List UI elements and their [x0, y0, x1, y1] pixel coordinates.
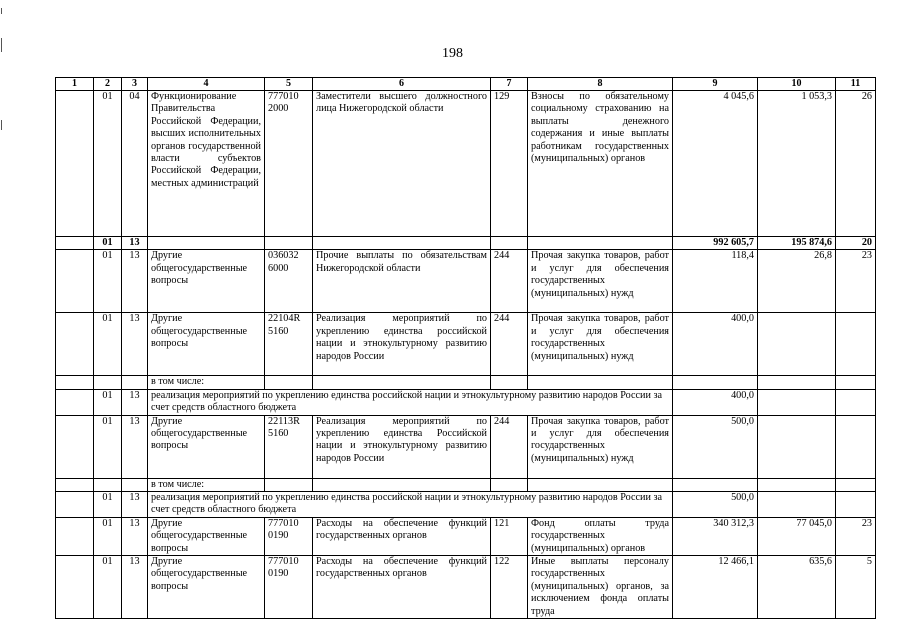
table-header-row [56, 78, 876, 91]
subtotal-row [56, 237, 876, 250]
table-row [56, 250, 876, 313]
column-header: 1 [56, 78, 94, 91]
target-article-code: 22104R 5160 [265, 313, 313, 376]
column-header: 7 [491, 78, 528, 91]
amount-plan: 4 045,6 [673, 91, 758, 237]
amount-plan: 12 466,1 [673, 556, 758, 619]
table-row [56, 91, 876, 237]
target-article-name: Прочие выплаты по обязательствам Нижегородской области [313, 250, 491, 313]
table-row [56, 313, 876, 376]
percent-value [836, 415, 876, 478]
expense-type-name: Прочая закупка товаров, работ и услуг для обеспечения государственных (муниципальных) нужд [528, 313, 673, 376]
target-article-code: 777010 2000 [265, 91, 313, 237]
percent-value: 5 [836, 556, 876, 619]
expense-type-name: Прочая закупка товаров, работ и услуг для обеспечения государственных (муниципальных) нужд [528, 415, 673, 478]
target-article-name: Реализация мероприятий по укреплению единства российской нации и этнокультурному развитию народов России [313, 313, 491, 376]
section-code: 01 [94, 415, 122, 478]
subsection-code: 13 [122, 250, 148, 313]
amount-plan: 500,0 [673, 415, 758, 478]
amount-actual: 635,6 [758, 556, 836, 619]
detail-description: реализация мероприятий по укреплению единства российской нации и этнокультурному развитию народов России за счет средств областного бюджета [148, 389, 673, 415]
percent-value [836, 313, 876, 376]
section-code: 01 [94, 237, 122, 250]
scan-mark [1, 8, 2, 14]
column-header: 5 [265, 78, 313, 91]
column-header: 9 [673, 78, 758, 91]
column-header: 6 [313, 78, 491, 91]
detail-row [56, 492, 876, 518]
page-number: 198 [442, 46, 463, 61]
percent-value: 26 [836, 91, 876, 237]
subsection-code: 13 [122, 389, 148, 415]
expense-type-name: Взносы по обязательному социальному страхованию на выплаты денежного содержания и иные выплаты работникам государственных (муниципальных) органов [528, 91, 673, 237]
section-code: 01 [94, 91, 122, 237]
target-article-name: Реализация мероприятий по укреплению единства Российской нации и этнокультурному развитию народов России [313, 415, 491, 478]
subsection-code: 04 [122, 91, 148, 237]
scan-mark [1, 120, 2, 130]
target-article-code: 036032 6000 [265, 250, 313, 313]
section-name: Другие общегосударственные вопросы [148, 415, 265, 478]
expense-type-code: 129 [491, 91, 528, 237]
amount-actual: 1 053,3 [758, 91, 836, 237]
column-header: 8 [528, 78, 673, 91]
target-article-code: 22113R 5160 [265, 415, 313, 478]
expense-type-code: 244 [491, 313, 528, 376]
including-row [56, 478, 876, 491]
including-label: в том числе: [148, 478, 265, 491]
target-article-code: 777010 0190 [265, 556, 313, 619]
amount-actual: 195 874,6 [758, 237, 836, 250]
section-name: Другие общегосударственные вопросы [148, 556, 265, 619]
amount-plan: 992 605,7 [673, 237, 758, 250]
target-article-name: Расходы на обеспечение функций государственных органов [313, 517, 491, 555]
expense-type-code: 122 [491, 556, 528, 619]
expense-type-code: 244 [491, 250, 528, 313]
section-name: Функционирование Правительства Российской Федерации, высших исполнительных органов государственной власти субъектов Российской Федерации, местных администраций [148, 91, 265, 237]
table-row [56, 556, 876, 619]
table-row [56, 517, 876, 555]
section-code: 01 [94, 556, 122, 619]
column-header: 10 [758, 78, 836, 91]
expense-type-code: 244 [491, 415, 528, 478]
section-name: Другие общегосударственные вопросы [148, 517, 265, 555]
column-header: 4 [148, 78, 265, 91]
amount-plan: 118,4 [673, 250, 758, 313]
column-header: 2 [94, 78, 122, 91]
section-code: 01 [94, 492, 122, 518]
target-article-name: Заместители высшего должностного лица Нижегородской области [313, 91, 491, 237]
amount-actual: 26,8 [758, 250, 836, 313]
amount-plan: 500,0 [673, 492, 758, 518]
amount-plan: 400,0 [673, 389, 758, 415]
detail-row [56, 389, 876, 415]
amount-actual [758, 415, 836, 478]
section-name: Другие общегосударственные вопросы [148, 250, 265, 313]
percent-value: 20 [836, 237, 876, 250]
subsection-code: 13 [122, 237, 148, 250]
subsection-code: 13 [122, 517, 148, 555]
section-code: 01 [94, 313, 122, 376]
expense-type-name: Иные выплаты персоналу государственных (муниципальных) органов, за исключением фонда оплаты труда [528, 556, 673, 619]
subsection-code: 13 [122, 313, 148, 376]
section-code: 01 [94, 250, 122, 313]
amount-plan: 340 312,3 [673, 517, 758, 555]
column-header: 11 [836, 78, 876, 91]
section-code: 01 [94, 389, 122, 415]
expense-type-code: 121 [491, 517, 528, 555]
target-article-code: 777010 0190 [265, 517, 313, 555]
section-name: Другие общегосударственные вопросы [148, 313, 265, 376]
including-label: в том числе: [148, 376, 265, 389]
subsection-code: 13 [122, 556, 148, 619]
detail-description: реализация мероприятий по укреплению единства российской нации и этнокультурному развитию народов России за счет средств областного бюджета [148, 492, 673, 518]
expense-type-name: Прочая закупка товаров, работ и услуг для обеспечения государственных (муниципальных) нужд [528, 250, 673, 313]
percent-value: 23 [836, 250, 876, 313]
section-code: 01 [94, 517, 122, 555]
amount-actual [758, 313, 836, 376]
column-header: 3 [122, 78, 148, 91]
target-article-name: Расходы на обеспечение функций государственных органов [313, 556, 491, 619]
including-row [56, 376, 876, 389]
percent-value: 23 [836, 517, 876, 555]
expense-type-name: Фонд оплаты труда государственных (муниципальных) органов [528, 517, 673, 555]
amount-actual: 77 045,0 [758, 517, 836, 555]
subsection-code: 13 [122, 492, 148, 518]
table-row [56, 415, 876, 478]
subsection-code: 13 [122, 415, 148, 478]
amount-plan: 400,0 [673, 313, 758, 376]
budget-table [55, 77, 876, 619]
